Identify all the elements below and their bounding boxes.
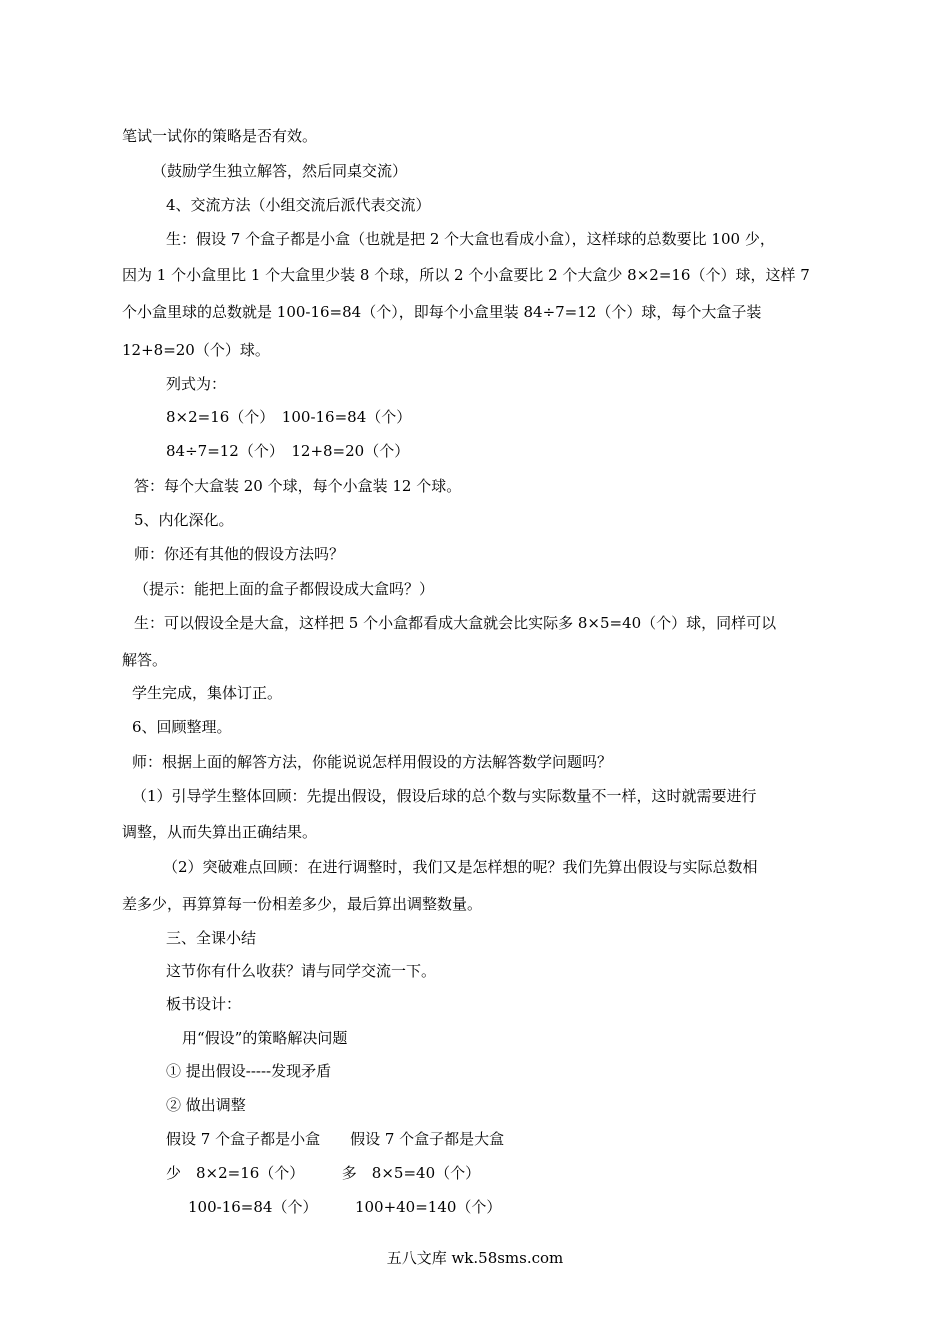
text-line: 差多少，再算算每一份相差多少，最后算出调整数量。 xyxy=(122,895,483,913)
text-line: 少 8×2=16（个） 多 8×5=40（个） xyxy=(166,1164,481,1182)
text-line: 12+8=20（个）球。 xyxy=(122,341,270,359)
text-line: 84÷7=12（个） 12+8=20（个） xyxy=(166,442,410,460)
text-line: 因为 1 个小盒里比 1 个大盒里少装 8 个球，所以 2 个小盒要比 2 个大盒少 8×2=16（个）球，这样 7 xyxy=(122,266,810,284)
text-line: 笔试一试你的策略是否有效。 xyxy=(122,127,318,145)
text-line: （提示：能把上面的盒子都假设成大盒吗？） xyxy=(134,580,435,598)
text-line: （2）突破难点回顾：在进行调整时，我们又是怎样想的呢？我们先算出假设与实际总数相 xyxy=(163,858,758,876)
text-line: 生：可以假设全是大盒，这样把 5 个小盒都看成大盒就会比实际多 8×5=40（个）球，同样可以 xyxy=(134,614,777,632)
text-line: 调整，从而失算出正确结果。 xyxy=(122,823,318,841)
text-line: 假设 7 个盒子都是小盒 假设 7 个盒子都是大盒 xyxy=(166,1130,505,1148)
text-line: （鼓励学生独立解答，然后同桌交流） xyxy=(152,162,408,180)
text-line: 这节你有什么收获？请与同学交流一下。 xyxy=(166,962,437,980)
text-line: 个小盒里球的总数就是 100-16=84（个），即每个小盒里装 84÷7=12（个）球，每个大盒子装 xyxy=(122,303,762,321)
text-line: ① 提出假设-----发现矛盾 xyxy=(166,1062,332,1080)
text-line: 解答。 xyxy=(122,651,168,669)
page-footer: 五八文库 wk.58sms.com xyxy=(386,1249,564,1267)
text-line: 8×2=16（个） 100-16=84（个） xyxy=(166,408,412,426)
text-line: 板书设计： xyxy=(166,995,242,1013)
text-line: ② 做出调整 xyxy=(166,1096,246,1114)
text-line: 生：假设 7 个盒子都是小盒（也就是把 2 个大盒也看成小盒），这样球的总数要比 100 少， xyxy=(166,230,775,248)
section-heading: 5、内化深化。 xyxy=(134,511,234,529)
text-line: 师：根据上面的解答方法，你能说说怎样用假设的方法解答数学问题吗？ xyxy=(132,753,613,771)
text-line: 学生完成，集体订正。 xyxy=(132,684,283,702)
text-line: 答：每个大盒装 20 个球，每个小盒装 12 个球。 xyxy=(134,477,462,495)
section-heading: 三、全课小结 xyxy=(166,929,257,947)
section-heading: 6、回顾整理。 xyxy=(132,718,232,736)
board-title: 用“假设”的策略解决问题 xyxy=(182,1029,348,1047)
text-line: 4、交流方法（小组交流后派代表交流） xyxy=(166,196,431,214)
text-line: 师：你还有其他的假设方法吗？ xyxy=(134,545,345,563)
text-line: （1）引导学生整体回顾：先提出假设，假设后球的总个数与实际数量不一样，这时就需要进行 xyxy=(132,787,757,805)
text-line: 列式为： xyxy=(166,375,227,393)
text-line: 100-16=84（个） 100+40=140（个） xyxy=(188,1198,502,1216)
